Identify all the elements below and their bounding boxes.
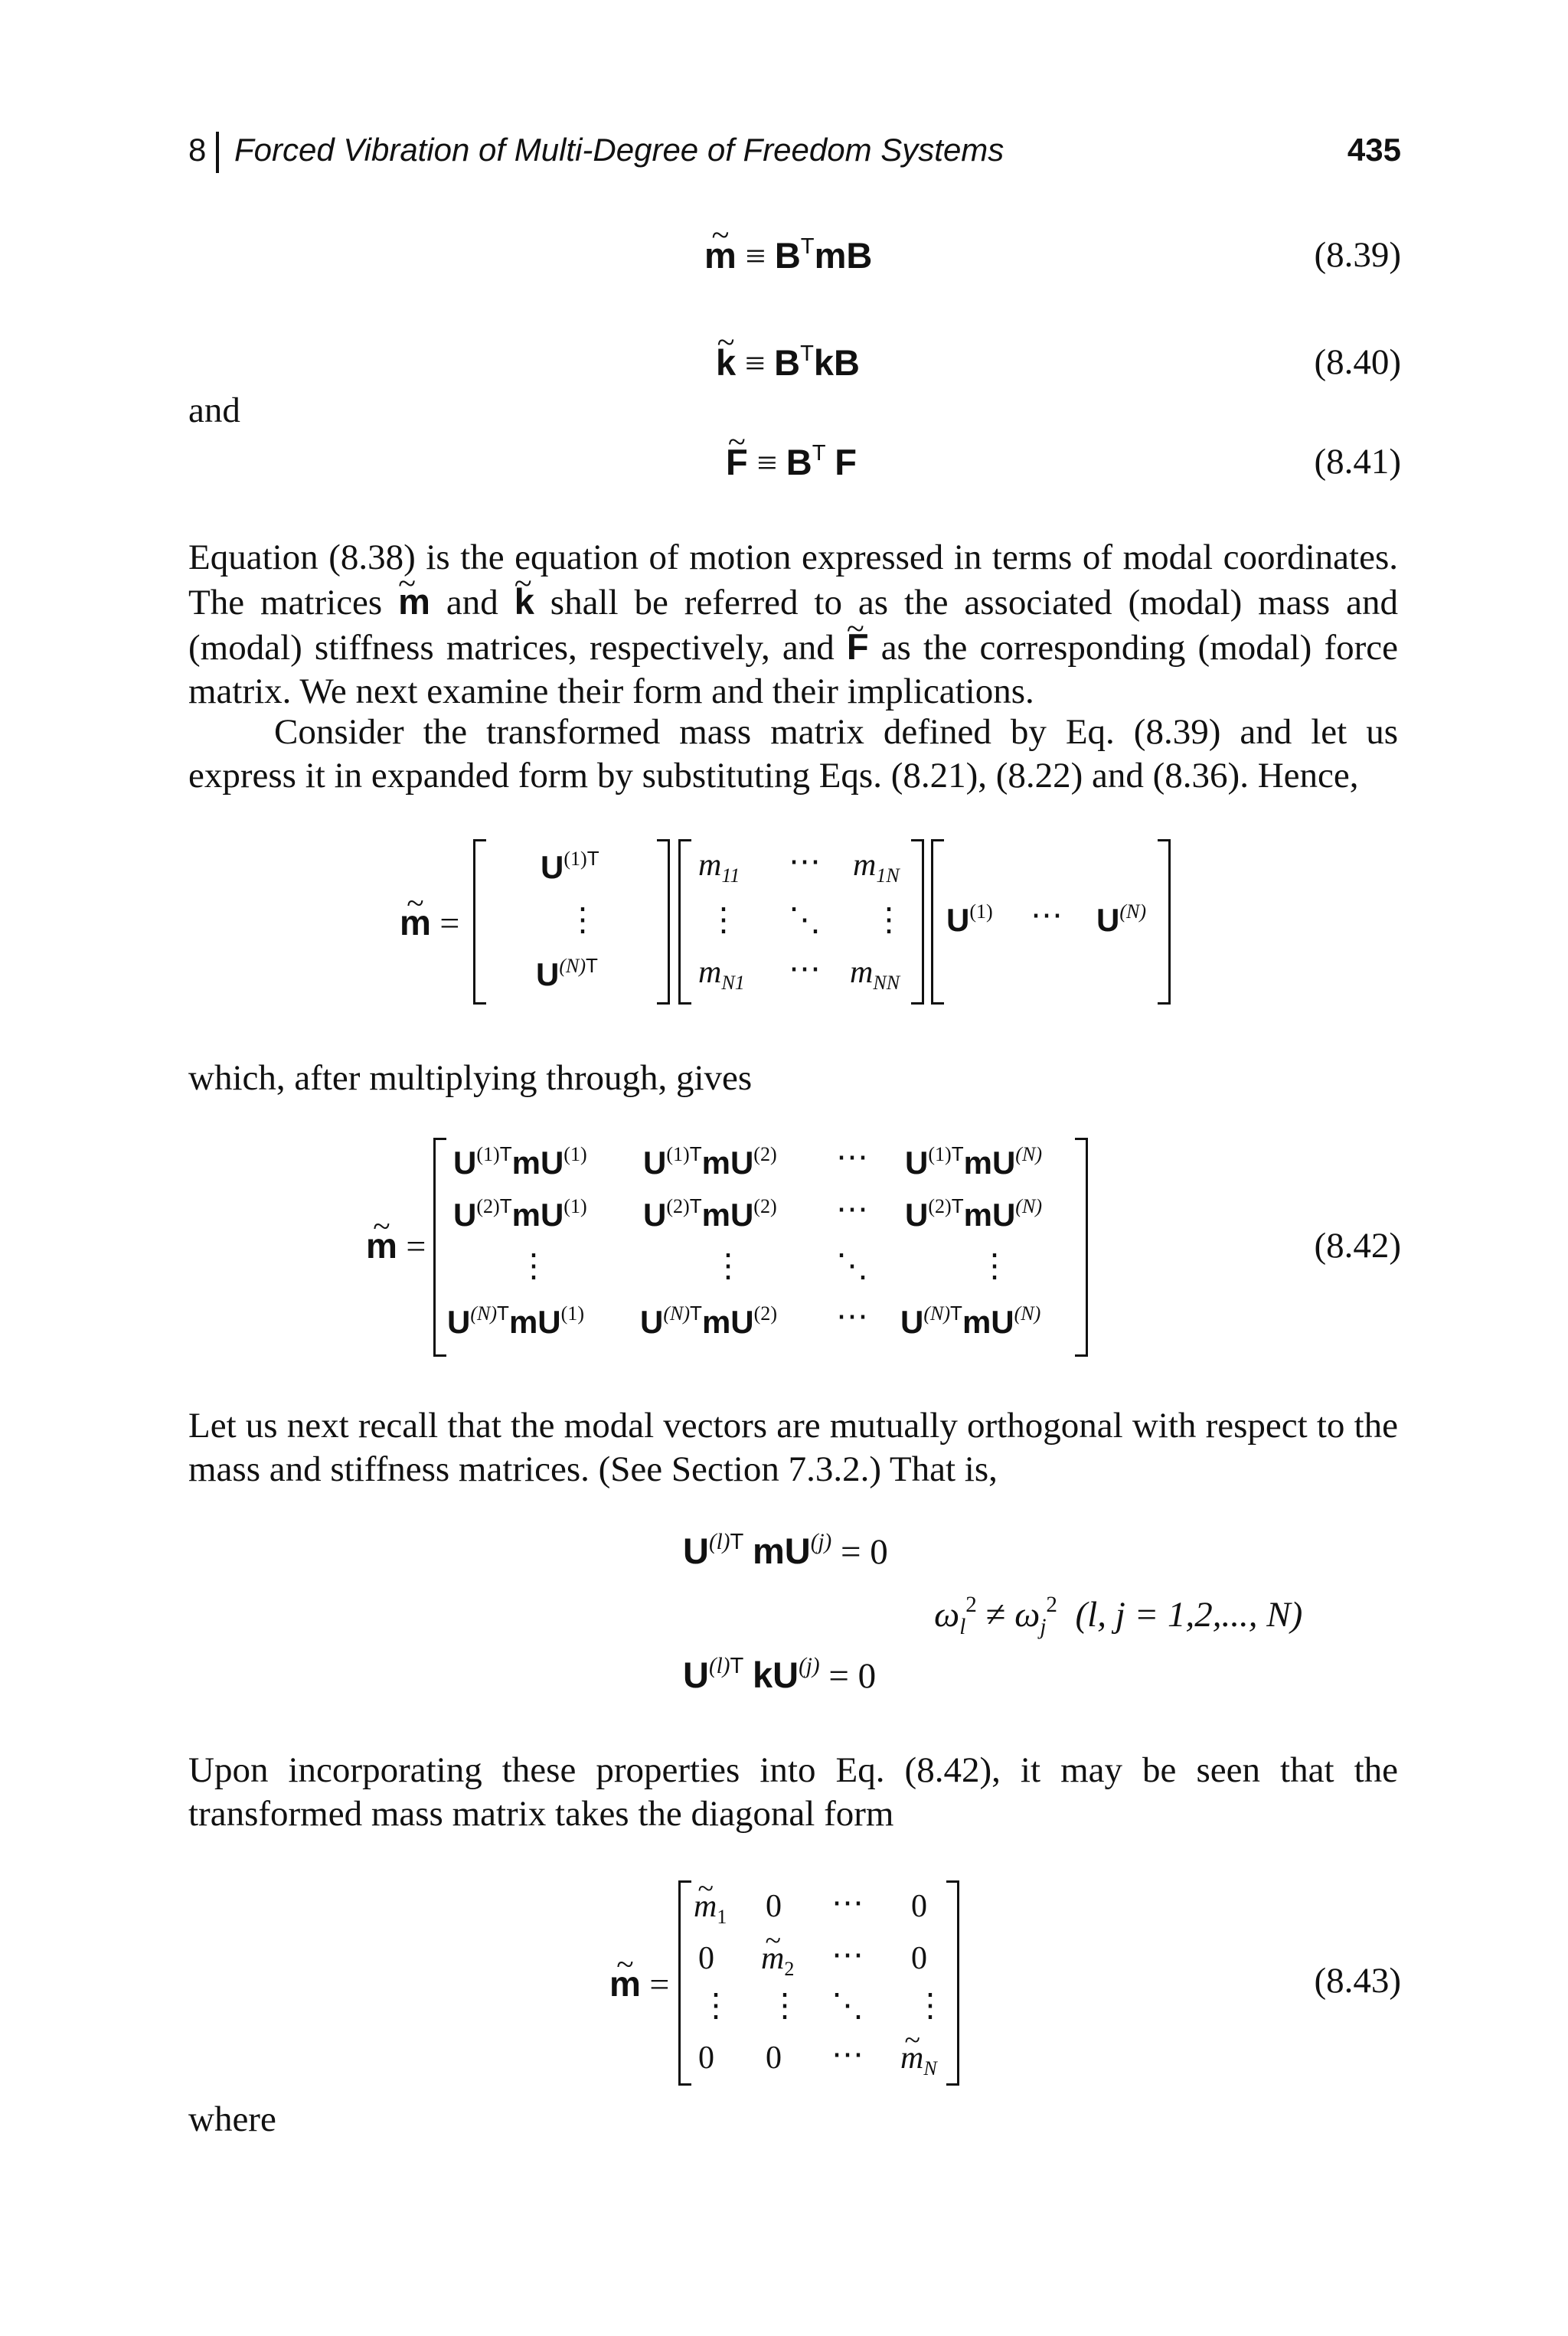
equation-number-8-41: (8.41) bbox=[1314, 442, 1401, 482]
equation-number-8-40: (8.40) bbox=[1314, 342, 1401, 382]
equation-8-39: ~ $m \equiv B^TmB$ bbox=[704, 234, 872, 277]
expanded-mass-product: ~ m = $U^{(1)T}$ ⋮ $U^{(N)T}$ $m_{11}$ ⋯ $m_{1N}$ ⋮ ⋱ ⋮ $m_{N1}$ ⋯ $m_{NN}$ $U^{(1)}$ ⋯ $U^{(N)}$ bbox=[0, 827, 1568, 1026]
paragraph-diagonal-form: Upon incorporating these properties into Eq. (8.42), it may be seen that the transformed mass matrix takes the diagonal form bbox=[188, 1750, 1398, 1834]
chapter-title: Forced Vibration of Multi-Degree of Freedom Systems bbox=[234, 132, 1004, 168]
header-divider bbox=[216, 132, 219, 173]
equation-number-8-42: (8.42) bbox=[1314, 1226, 1401, 1266]
paragraph-orthogonality: Let us next recall that the modal vectors are mutually orthogonal with respect to the mass and stiffness matrices. (See Section 7.3.2.) That is, bbox=[188, 1406, 1398, 1489]
page-number: 435 bbox=[1347, 132, 1401, 168]
equation-8-42: ~ m = $U^{(1)T}mU^{(1)}$ $U^{(1)T}mU^{(2)}$ ⋯ $U^{(1)T}mU^{(N)}$ $U^{(2)T}mU^{(1)}$ $U^{(2)T}mU^{(2)}$ ⋯ $U^{(2)T}mU^{(N)}$ ⋮ ⋮ ⋱ ⋮ $U^{(N)T}mU^{(1)}$ $U^{(N)T}mU^{(2)}$ ⋯ $U^{(N)T}mU^{(N)}$ bbox=[0, 1126, 1568, 1371]
equation-number-8-39: (8.39) bbox=[1314, 235, 1401, 275]
orthogonality-condition: $\omega_l^2 \ne \omega_j^2$ (l, j = 1,2,..., N) bbox=[934, 1593, 1303, 1640]
paragraph-modal-matrices: Equation (8.38) is the equation of motion expressed in terms of modal coordinates. The matrices ~ m and ~ k shall be referred to as the associated (modal) mass and (modal) stiffness matrices, respectively, and ~ F as the corresponding (modal) force matrix. We next examine their form and their implications. bbox=[188, 536, 1398, 714]
and-word: and bbox=[188, 390, 240, 430]
equation-8-40: ~ $k \equiv B^TkB$ bbox=[716, 341, 860, 384]
paragraph-multiplying-through: which, after multiplying through, gives bbox=[188, 1058, 753, 1098]
where-word: where bbox=[188, 2099, 276, 2139]
orthogonality-stiffness: $U^{(l)T}$ $kU^{(j)} = 0$ bbox=[683, 1654, 877, 1696]
equation-number-8-43: (8.43) bbox=[1314, 1961, 1401, 2001]
equation-8-43: ~ m = ~ $m_1$ 0 ⋯ 0 0 ~ $m_2$ ⋯ 0 ⋮ ⋮ ⋱ ⋮ 0 0 ⋯ ~ $m_N$ bbox=[0, 1868, 1568, 2098]
equation-8-41: ~ $F \equiv B^T$ F bbox=[726, 441, 857, 484]
paragraph-transformed-mass: Consider the transformed mass matrix defined by Eq. (8.39) and let us express it in expanded form by substituting Eqs. (8.21), (8.22) and (8.36). Hence, bbox=[188, 712, 1398, 796]
orthogonality-mass: $U^{(l)T}$ $mU^{(j)} = 0$ bbox=[683, 1530, 888, 1572]
chapter-number: 8 bbox=[188, 132, 207, 168]
